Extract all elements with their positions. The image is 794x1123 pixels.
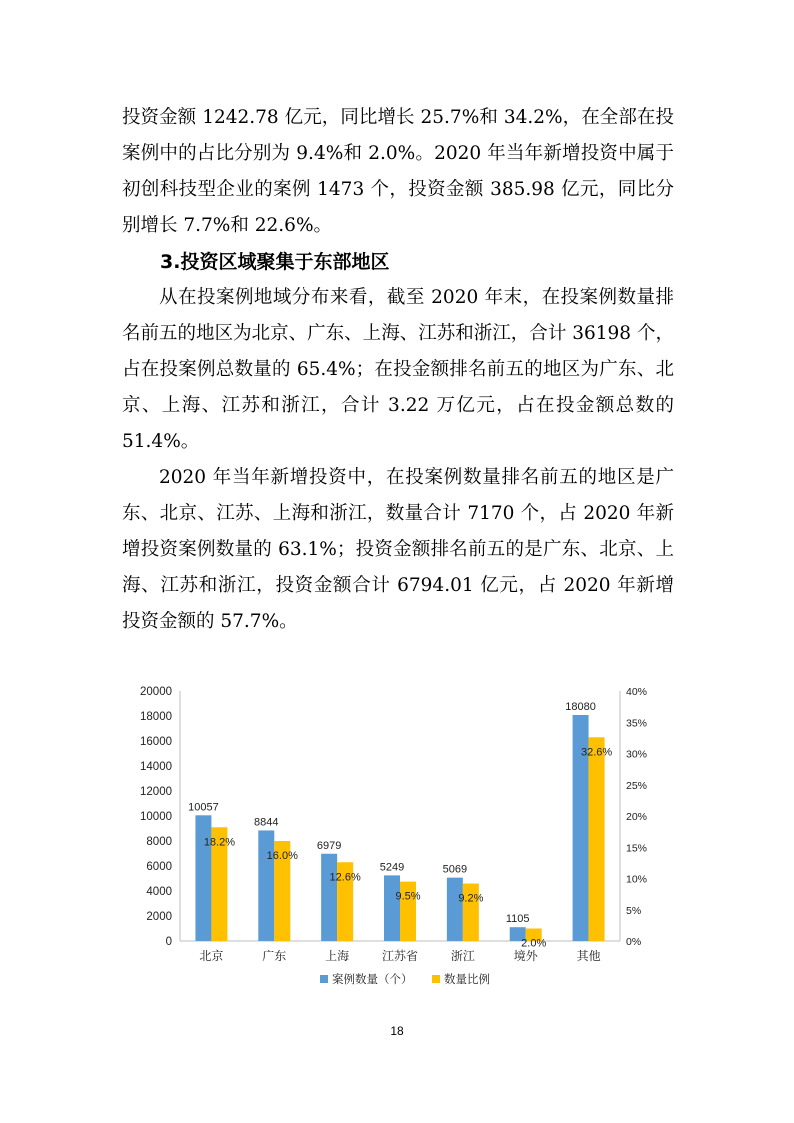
left-tick-label: 6000 (146, 861, 172, 873)
right-tick-label: 20% (626, 811, 648, 823)
bar-ratio (589, 737, 605, 941)
legend-label-ratio: 数量比例 (444, 974, 490, 986)
data-label-case-count: 8844 (254, 816, 279, 829)
left-tick-label: 16000 (140, 736, 172, 748)
bar-case-count (321, 854, 337, 941)
data-label-case-count: 5249 (379, 861, 405, 874)
right-tick-label: 30% (626, 748, 648, 761)
paragraph-3: 2020 年当年新增投资中，在投案例数量排名前五的地区是广东、北京、江苏、上海和浙江，数量合计 7170 个，占 2020 年新增投资案例数量的 63.1%；投资金额排名前五的是广东、北京、上海、江苏和浙江，投资金额合计 6794.01 亿元，占 2020 年新增投资金额的 57.7%。 (122, 467, 674, 632)
right-tick-label: 35% (626, 717, 648, 730)
paragraph-1: 投资金额 1242.78 亿元，同比增长 25.7%和 34.2%，在全部在投案例中的占比分别为 9.4%和 2.0%。2020 年当年新增投资中属于初创科技型企业的案例 1473 个，投资金额 385.98 亿元，同比分别增长 7.7%和 22.6%。 (122, 107, 674, 236)
right-tick-label: 5% (626, 904, 642, 917)
page-number: 18 (390, 1024, 404, 1038)
bar-case-count (195, 815, 211, 941)
legend-swatch-case-count (320, 975, 328, 983)
data-label-case-count: 1105 (505, 913, 530, 926)
data-label-ratio: 9.2% (458, 892, 484, 905)
left-tick-label: 4000 (146, 886, 172, 898)
data-label-ratio: 9.5% (395, 890, 421, 903)
bar-case-count (258, 830, 274, 941)
region-bar-chart (130, 675, 670, 1000)
left-tick-label: 20000 (140, 686, 172, 698)
left-tick-label: 8000 (146, 836, 172, 848)
data-label-ratio: 16.0% (266, 850, 298, 862)
data-label-case-count: 10057 (188, 801, 219, 814)
category-label: 北京 (199, 949, 224, 963)
legend-label-case-count: 案例数量（个） (332, 974, 413, 986)
right-tick-label: 15% (626, 842, 648, 855)
data-label-case-count: 18080 (565, 701, 596, 713)
bar-case-count (384, 875, 400, 941)
legend-swatch-ratio (432, 975, 440, 983)
left-tick-label: 18000 (140, 711, 172, 723)
data-label-ratio: 32.6% (580, 746, 613, 759)
data-label-ratio: 2.0% (521, 937, 547, 950)
data-label-case-count: 6979 (316, 839, 342, 852)
data-label-ratio: 18.2% (203, 836, 236, 849)
data-label-ratio: 12.6% (329, 871, 361, 884)
category-label: 浙江 (450, 949, 475, 963)
paragraph-2: 从在投案例地域分布来看，截至 2020 年末，在投案例数量排名前五的地区为北京、广东、上海、江苏和浙江，合计 36198 个，占在投案例总数量的 65.4%；在投金额排名前五的地区为广东、北京、上海、江苏和浙江，合计 3.22 万亿元，占在投金额总数的 51.4%。 (122, 287, 674, 452)
category-label: 广东 (262, 949, 287, 963)
category-label: 其他 (576, 949, 601, 963)
left-tick-label: 0 (165, 936, 172, 948)
right-tick-label: 25% (626, 779, 648, 792)
section-heading: 3.投资区域聚集于东部地区 (160, 251, 390, 273)
left-tick-label: 12000 (140, 786, 172, 798)
category-label: 境外 (513, 949, 538, 963)
left-tick-label: 10000 (140, 811, 172, 823)
bar-case-count (447, 878, 463, 941)
left-tick-label: 2000 (146, 911, 172, 923)
category-label: 江苏省 (381, 949, 419, 963)
data-label-case-count: 5069 (442, 863, 468, 876)
left-tick-label: 14000 (140, 761, 172, 773)
right-tick-label: 10% (626, 873, 648, 886)
category-label: 上海 (325, 949, 350, 963)
right-tick-label: 0% (626, 936, 642, 948)
right-tick-label: 40% (626, 686, 648, 698)
